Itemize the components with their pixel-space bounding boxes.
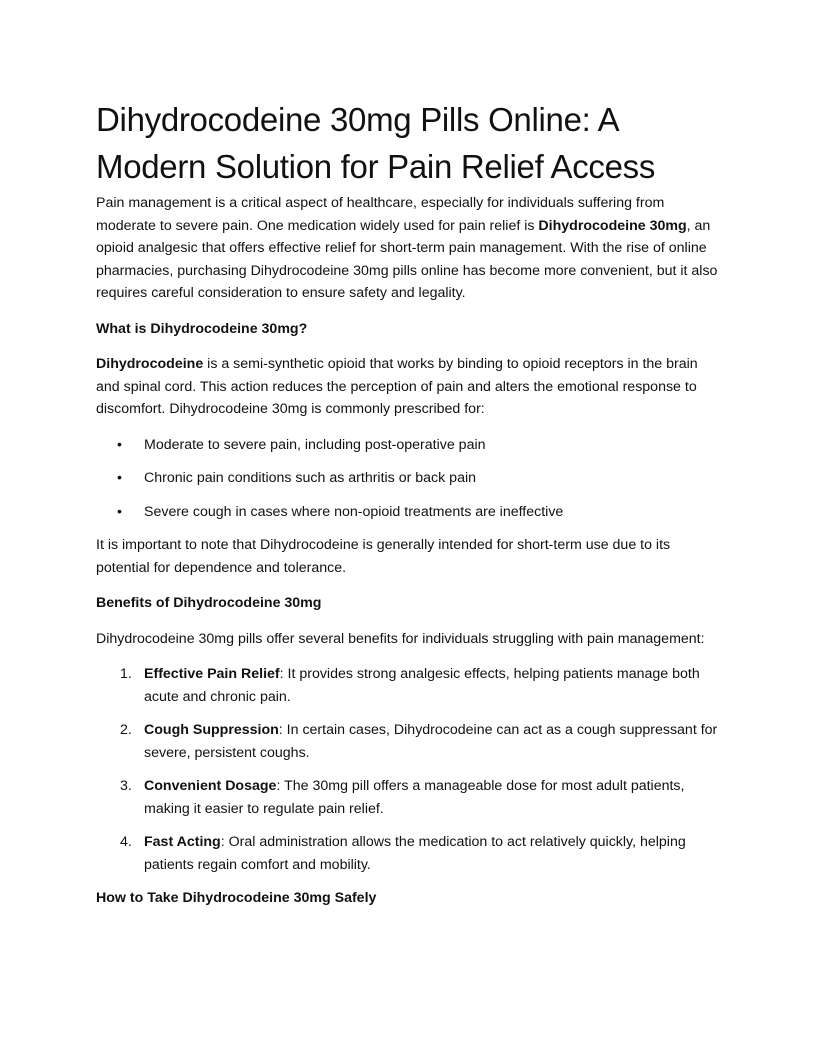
benefit-title: Effective Pain Relief bbox=[144, 666, 280, 682]
intro-bold-drug: Dihydrocodeine 30mg bbox=[538, 217, 687, 234]
intro-text-2: , an opioid analgesic that offers effective relief for short-term pain management. With the rise of online pharmacies, purchasing Dihydrocodeine 30mg pills online has become more convenient, but it also requires careful consideration to ensure safety and legality. bbox=[96, 217, 718, 301]
list-number: 1. bbox=[120, 666, 132, 682]
benefit-title: Convenient Dosage bbox=[144, 778, 277, 794]
section2-intro: Dihydrocodeine 30mg pills offer several benefits for individuals struggling with pain management: bbox=[96, 630, 705, 647]
section1-paragraph bbox=[96, 353, 720, 421]
page-title: Dihydrocodeine 30mg Pills Online: A Modern Solution for Pain Relief Access bbox=[96, 101, 656, 185]
list-item bbox=[96, 434, 720, 457]
list-item bbox=[96, 663, 720, 708]
list-number: 2. bbox=[120, 722, 132, 738]
benefit-text: : The 30mg pill offers a manageable dose for most adult patients, making it easier to regulate pain relief. bbox=[144, 778, 685, 817]
benefit-text: : Oral administration allows the medication to act relatively quickly, helping patients regain comfort and mobility. bbox=[144, 834, 686, 873]
section-heading-how-to-take: How to Take Dihydrocodeine 30mg Safely bbox=[96, 890, 377, 906]
list-item bbox=[96, 831, 720, 876]
section1-bold-term: Dihydrocodeine bbox=[96, 356, 204, 372]
benefit-title: Cough Suppression bbox=[144, 722, 279, 738]
list-number: 4. bbox=[120, 834, 132, 850]
bullet-icon: • bbox=[117, 470, 122, 486]
list-item bbox=[96, 501, 720, 524]
benefit-title: Fast Acting bbox=[144, 834, 221, 850]
list-item-text: Chronic pain conditions such as arthritis or back pain bbox=[144, 470, 476, 486]
list-item bbox=[96, 467, 720, 490]
section1-text: is a semi-synthetic opioid that works by binding to opioid receptors in the brain and spinal cord. This action reduces the perception of pain and alters the emotional response to discomfort. Dihydrocodeine 30mg is commonly prescribed for: bbox=[96, 356, 698, 417]
bullet-icon: • bbox=[117, 436, 122, 453]
uses-bullet-list bbox=[96, 434, 720, 524]
bullet-icon: • bbox=[117, 503, 122, 520]
intro-paragraph bbox=[96, 192, 720, 305]
benefit-text: : In certain cases, Dihydrocodeine can act as a cough suppressant for severe, persistent coughs. bbox=[144, 722, 718, 761]
list-number: 3. bbox=[120, 778, 132, 794]
list-item-text: Severe cough in cases where non-opioid treatments are ineffective bbox=[144, 503, 564, 520]
section-heading-what-is: What is Dihydrocodeine 30mg? bbox=[96, 320, 308, 337]
intro-text-1: Pain management is a critical aspect of healthcare, especially for individuals suffering from moderate to severe pain. One medication widely used for pain relief is bbox=[96, 195, 665, 234]
section1-note: It is important to note that Dihydrocodeine is generally intended for short-term use due to its potential for dependence and tolerance. bbox=[96, 537, 671, 576]
list-item bbox=[96, 775, 720, 820]
benefit-text: : It provides strong analgesic effects, helping patients manage both acute and chronic pain. bbox=[144, 666, 700, 705]
list-item-text: Moderate to severe pain, including post-operative pain bbox=[144, 436, 486, 453]
document-page bbox=[96, 96, 720, 923]
benefits-numbered-list bbox=[96, 663, 720, 876]
list-item bbox=[96, 719, 720, 764]
section-heading-benefits: Benefits of Dihydrocodeine 30mg bbox=[96, 595, 322, 611]
